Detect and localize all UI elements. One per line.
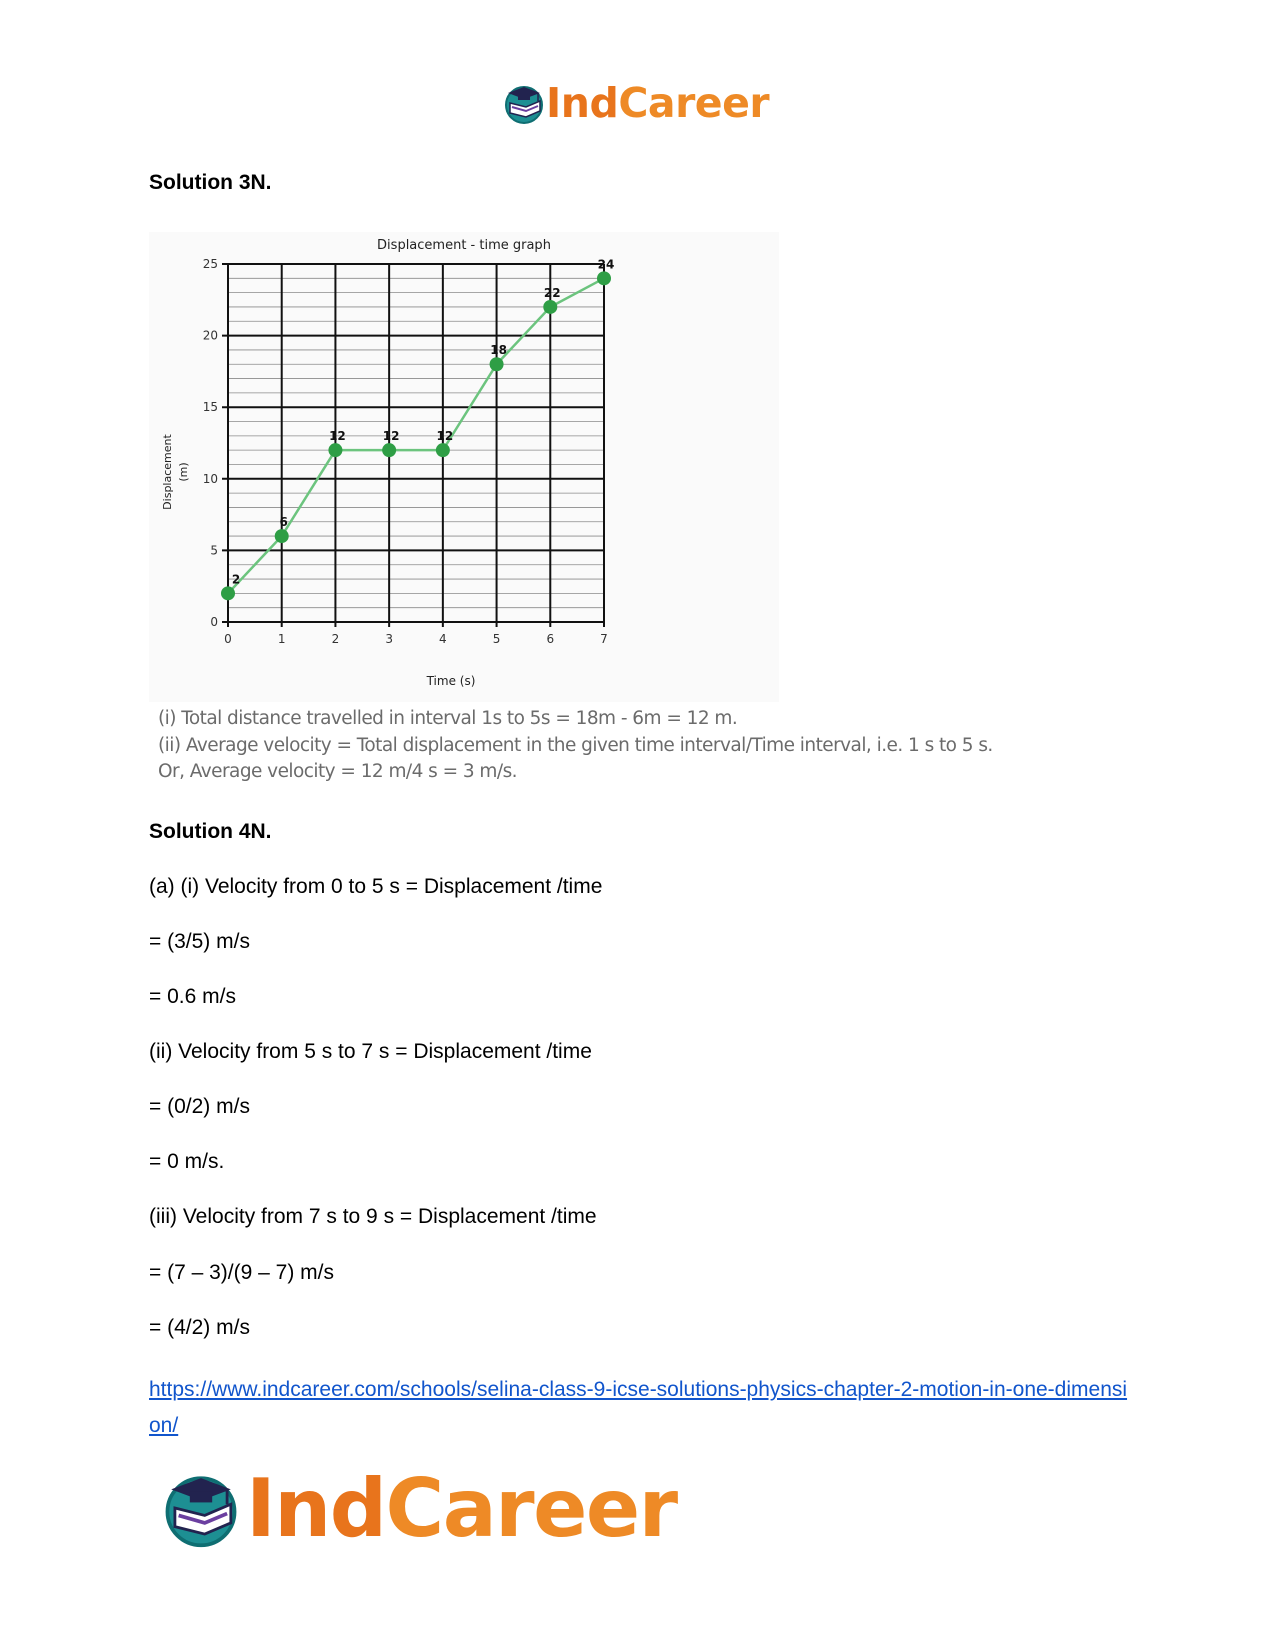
data-point bbox=[597, 271, 611, 285]
solution-4n-line: (iii) Velocity from 7 s to 9 s = Displacement /time bbox=[149, 1205, 597, 1228]
note-line: Or, Average velocity = 12 m/4 s = 3 m/s. bbox=[158, 761, 517, 782]
indcareer-logo-top bbox=[502, 78, 769, 128]
data-label: 22 bbox=[543, 285, 561, 300]
data-label: 12 bbox=[436, 429, 454, 444]
solution-4n-line: = 0 m/s. bbox=[149, 1150, 225, 1173]
data-label: 12 bbox=[329, 429, 346, 444]
chart-x-axis-label: Time (s) bbox=[426, 674, 476, 688]
data-label: 18 bbox=[490, 343, 507, 358]
x-tick-label: 6 bbox=[546, 632, 555, 646]
y-tick-label: 10 bbox=[202, 471, 218, 486]
x-tick-label: 3 bbox=[385, 632, 393, 646]
chart-y-axis-unit: (m) bbox=[177, 462, 190, 482]
graduation-cap-book-globe-icon bbox=[502, 81, 546, 125]
solution-4n-line: (ii) Velocity from 5 s to 7 s = Displacement /time bbox=[149, 1040, 592, 1063]
source-link[interactable]: https://www.indcareer.com/schools/selina-class-9-icse-solutions-physics-chapter-2-motion-in-one-dimension/ bbox=[149, 1378, 1128, 1437]
solution-4n-line: = (7 – 3)/(9 – 7) m/s bbox=[149, 1261, 334, 1284]
data-label: 6 bbox=[279, 515, 288, 530]
data-label: 12 bbox=[382, 429, 400, 444]
y-tick-label: 25 bbox=[202, 257, 218, 271]
x-tick-label: 5 bbox=[492, 632, 501, 646]
data-point bbox=[328, 443, 342, 457]
x-tick-label: 0 bbox=[224, 632, 232, 646]
data-point bbox=[490, 357, 504, 371]
x-tick-label: 1 bbox=[277, 632, 286, 646]
x-tick-label: 2 bbox=[331, 632, 340, 646]
solution-4n-line: = 0.6 m/s bbox=[149, 985, 236, 1008]
indcareer-logo-bottom bbox=[160, 1463, 677, 1553]
solution-4n-line: = (4/2) m/s bbox=[149, 1316, 250, 1339]
x-tick-label: 4 bbox=[439, 632, 447, 646]
note-line: (ii) Average velocity = Total displacement in the given time interval/Time interval, i.e. 1 s to 5 s. bbox=[158, 734, 993, 756]
data-point bbox=[436, 443, 450, 457]
solution-4n-line: = (0/2) m/s bbox=[149, 1095, 250, 1118]
solution-4n-line: (a) (i) Velocity from 0 to 5 s = Displacement /time bbox=[149, 875, 603, 898]
x-tick-label: 7 bbox=[600, 632, 608, 646]
note-line: (i) Total distance travelled in interval 1s to 5s = 18m - 6m = 12 m. bbox=[158, 708, 738, 729]
y-tick-label: 15 bbox=[202, 400, 218, 415]
brand-wordmark: IndCareer bbox=[246, 1461, 677, 1555]
data-point bbox=[382, 443, 396, 457]
data-point bbox=[221, 586, 235, 600]
solution-3n-heading: Solution 3N. bbox=[149, 171, 272, 194]
brand-wordmark: IndCareer bbox=[546, 79, 770, 127]
chart-title: Displacement - time graph bbox=[377, 238, 551, 253]
solution-3n-notes bbox=[158, 706, 993, 786]
data-point bbox=[543, 300, 557, 314]
y-tick-label: 5 bbox=[210, 543, 218, 558]
solution-4n-heading: Solution 4N. bbox=[149, 820, 272, 843]
displacement-time-chart bbox=[149, 232, 779, 702]
data-label: 2 bbox=[231, 572, 241, 587]
chart-y-axis-label: Displacement bbox=[161, 434, 174, 510]
chart-svg bbox=[149, 232, 779, 702]
y-tick-label: 20 bbox=[202, 328, 218, 343]
y-tick-label: 0 bbox=[210, 615, 218, 629]
solution-4n-line: = (3/5) m/s bbox=[149, 930, 250, 953]
data-point bbox=[275, 529, 289, 543]
graduation-cap-book-globe-icon bbox=[160, 1467, 242, 1549]
data-label: 24 bbox=[597, 257, 615, 272]
